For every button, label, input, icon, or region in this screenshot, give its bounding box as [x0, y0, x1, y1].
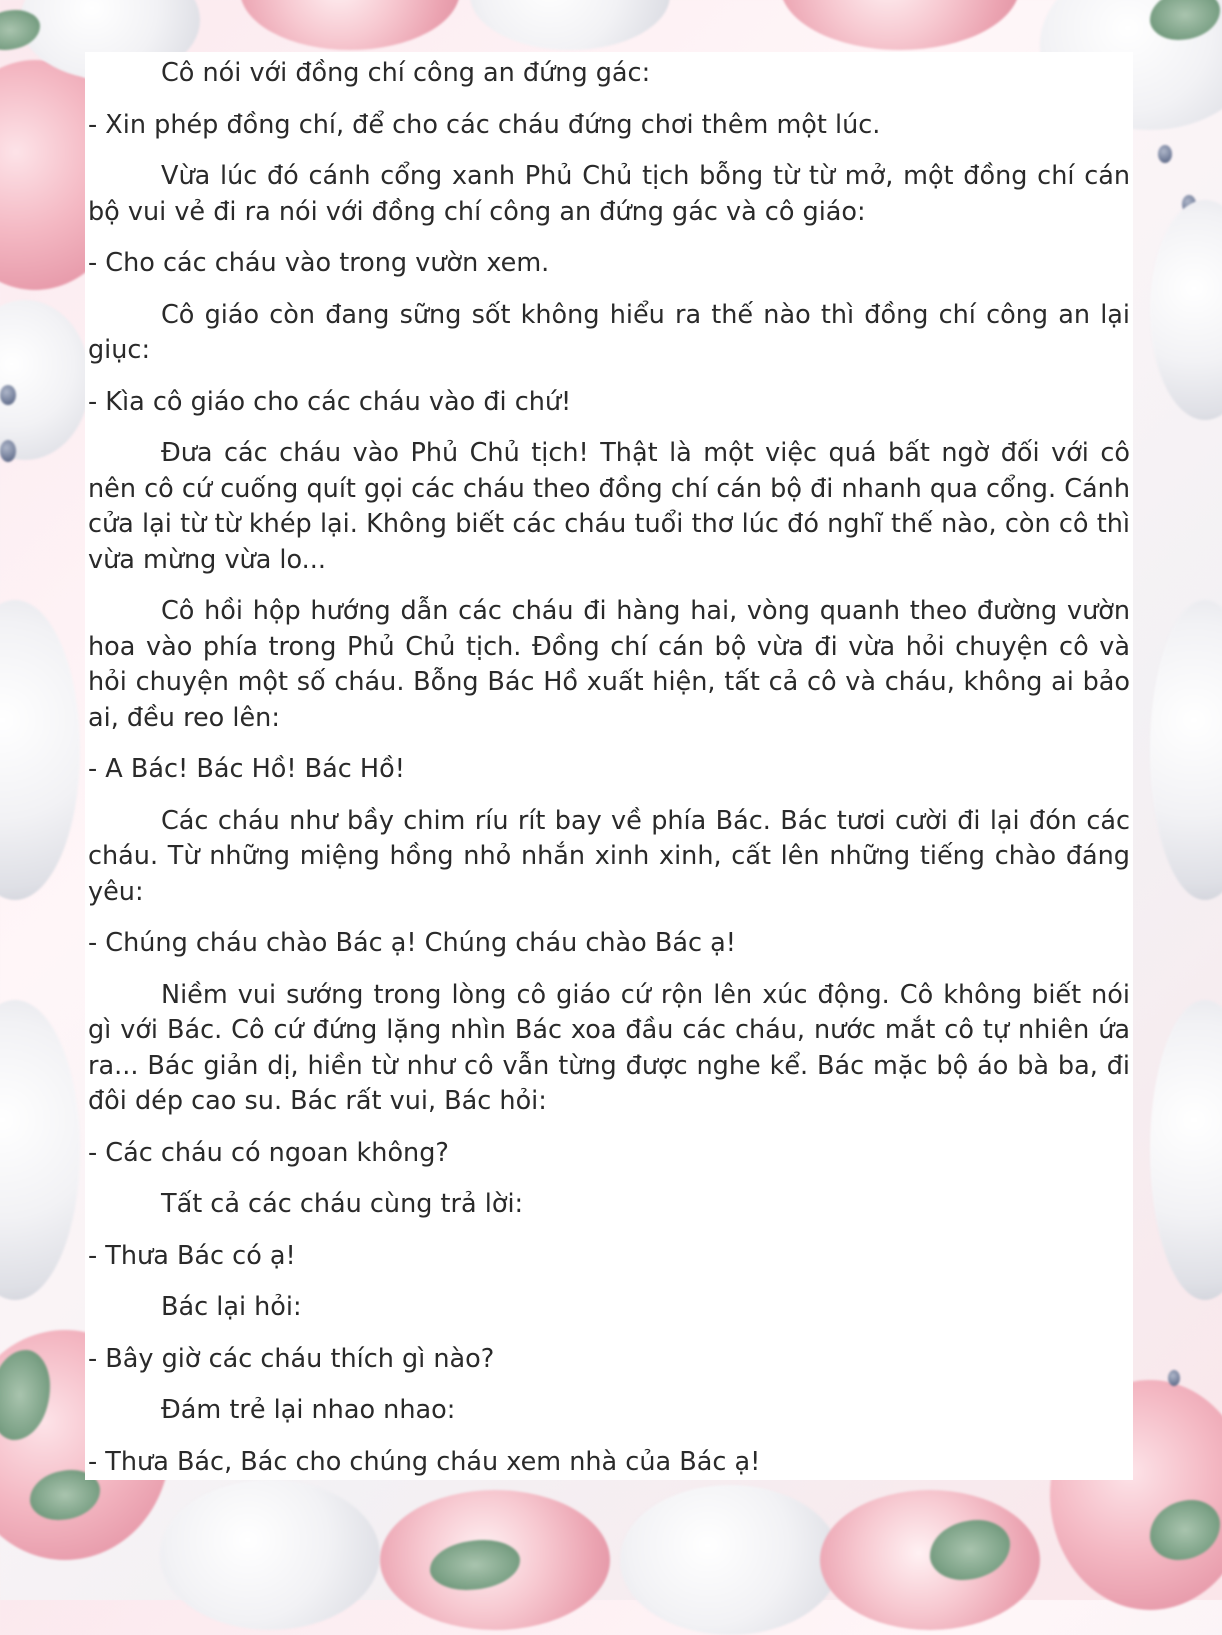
- white-flower-icon: [1150, 600, 1222, 900]
- white-flower-icon: [1150, 1000, 1222, 1300]
- white-flower-icon: [0, 1000, 80, 1300]
- rose-flower-icon: [780, 0, 1020, 50]
- paragraph: Vừa lúc đó cánh cổng xanh Phủ Chủ tịch bỗng từ từ mở, một đồng chí cán bộ vui vẻ đi ra nói với đồng chí công an đứng gác và cô giáo:: [88, 161, 1130, 227]
- white-flower-icon: [160, 1480, 380, 1630]
- dialog-line: - Cho các cháu vào trong vườn xem.: [88, 248, 550, 278]
- paragraph: Niềm vui sướng trong lòng cô giáo cứ rộn lên xúc động. Cô không biết nói gì với Bác. Cô cứ đứng lặng nhìn Bác xoa đầu các cháu, nước mắt cô tự nhiên ứa ra... Bác giản dị, hiền từ như cô vẫn từng được nghe kể. Bác mặc bộ áo bà ba, đi đôi dép cao su. Bác rất vui, Bác hỏi:: [88, 979, 1130, 1116]
- dialog-line: - Chúng cháu chào Bác ạ! Chúng cháu chào Bác ạ!: [88, 928, 736, 958]
- paragraph: Cô nói với đồng chí công an đứng gác:: [161, 58, 651, 88]
- paragraph: Cô giáo còn đang sững sốt không hiểu ra thế nào thì đồng chí công an lại giục:: [88, 299, 1130, 365]
- white-flower-icon: [470, 0, 670, 50]
- dialog-line: - Thưa Bác, Bác cho chúng cháu xem nhà của Bác ạ!: [88, 1446, 761, 1477]
- story-text: [88, 56, 1130, 1496]
- paragraph: Cô hồi hộp hướng dẫn các cháu đi hàng hai, vòng quanh theo đường vườn hoa vào phía trong Phủ Chủ tịch. Đồng chí cán bộ vừa đi vừa hỏi chuyện cô và hỏi chuyện một số cháu. Bỗng Bác Hồ xuất hiện, tất cả cô và cháu, không ai bảo ai, đều reo lên:: [88, 596, 1130, 733]
- paragraph: Bác lại hỏi:: [161, 1292, 302, 1322]
- white-flower-icon: [0, 300, 90, 460]
- bud-icon: [0, 440, 16, 462]
- white-flower-icon: [620, 1485, 840, 1635]
- rose-flower-icon: [240, 0, 460, 50]
- white-flower-icon: [1150, 200, 1222, 420]
- dialog-line: - Các cháu có ngoan không?: [88, 1137, 449, 1168]
- bud-icon: [1168, 1370, 1180, 1386]
- dialog-line: - Thưa Bác có ạ!: [88, 1240, 296, 1271]
- dialog-line: - Kìa cô giáo cho các cháu vào đi chứ!: [88, 386, 572, 417]
- paragraph: Tất cả các cháu cùng trả lời:: [161, 1189, 524, 1219]
- white-flower-icon: [0, 600, 80, 900]
- bud-icon: [1158, 145, 1172, 163]
- dialog-line: - Bây giờ các cháu thích gì nào?: [88, 1343, 495, 1374]
- dialog-line: - Xin phép đồng chí, để cho các cháu đứng chơi thêm một lúc.: [88, 109, 881, 140]
- dialog-line: - A Bác! Bác Hồ! Bác Hồ!: [88, 754, 405, 784]
- paragraph: Đám trẻ lại nhao nhao:: [161, 1395, 456, 1425]
- paragraph: Các cháu như bầy chim ríu rít bay về phía Bác. Bác tươi cười đi lại đón các cháu. Từ những miệng hồng nhỏ nhắn xinh xinh, cất lên những tiếng chào đáng yêu:: [88, 805, 1130, 907]
- bud-icon: [0, 385, 16, 405]
- paragraph: Đưa các cháu vào Phủ Chủ tịch! Thật là một việc quá bất ngờ đối với cô nên cô cứ cuống quít gọi các cháu theo đồng chí cán bộ đi nhanh qua cổng. Cánh cửa lại từ từ khép lại. Không biết các cháu tuổi thơ lúc đó nghĩ thế nào, còn cô thì vừa mừng vừa lo...: [88, 438, 1130, 575]
